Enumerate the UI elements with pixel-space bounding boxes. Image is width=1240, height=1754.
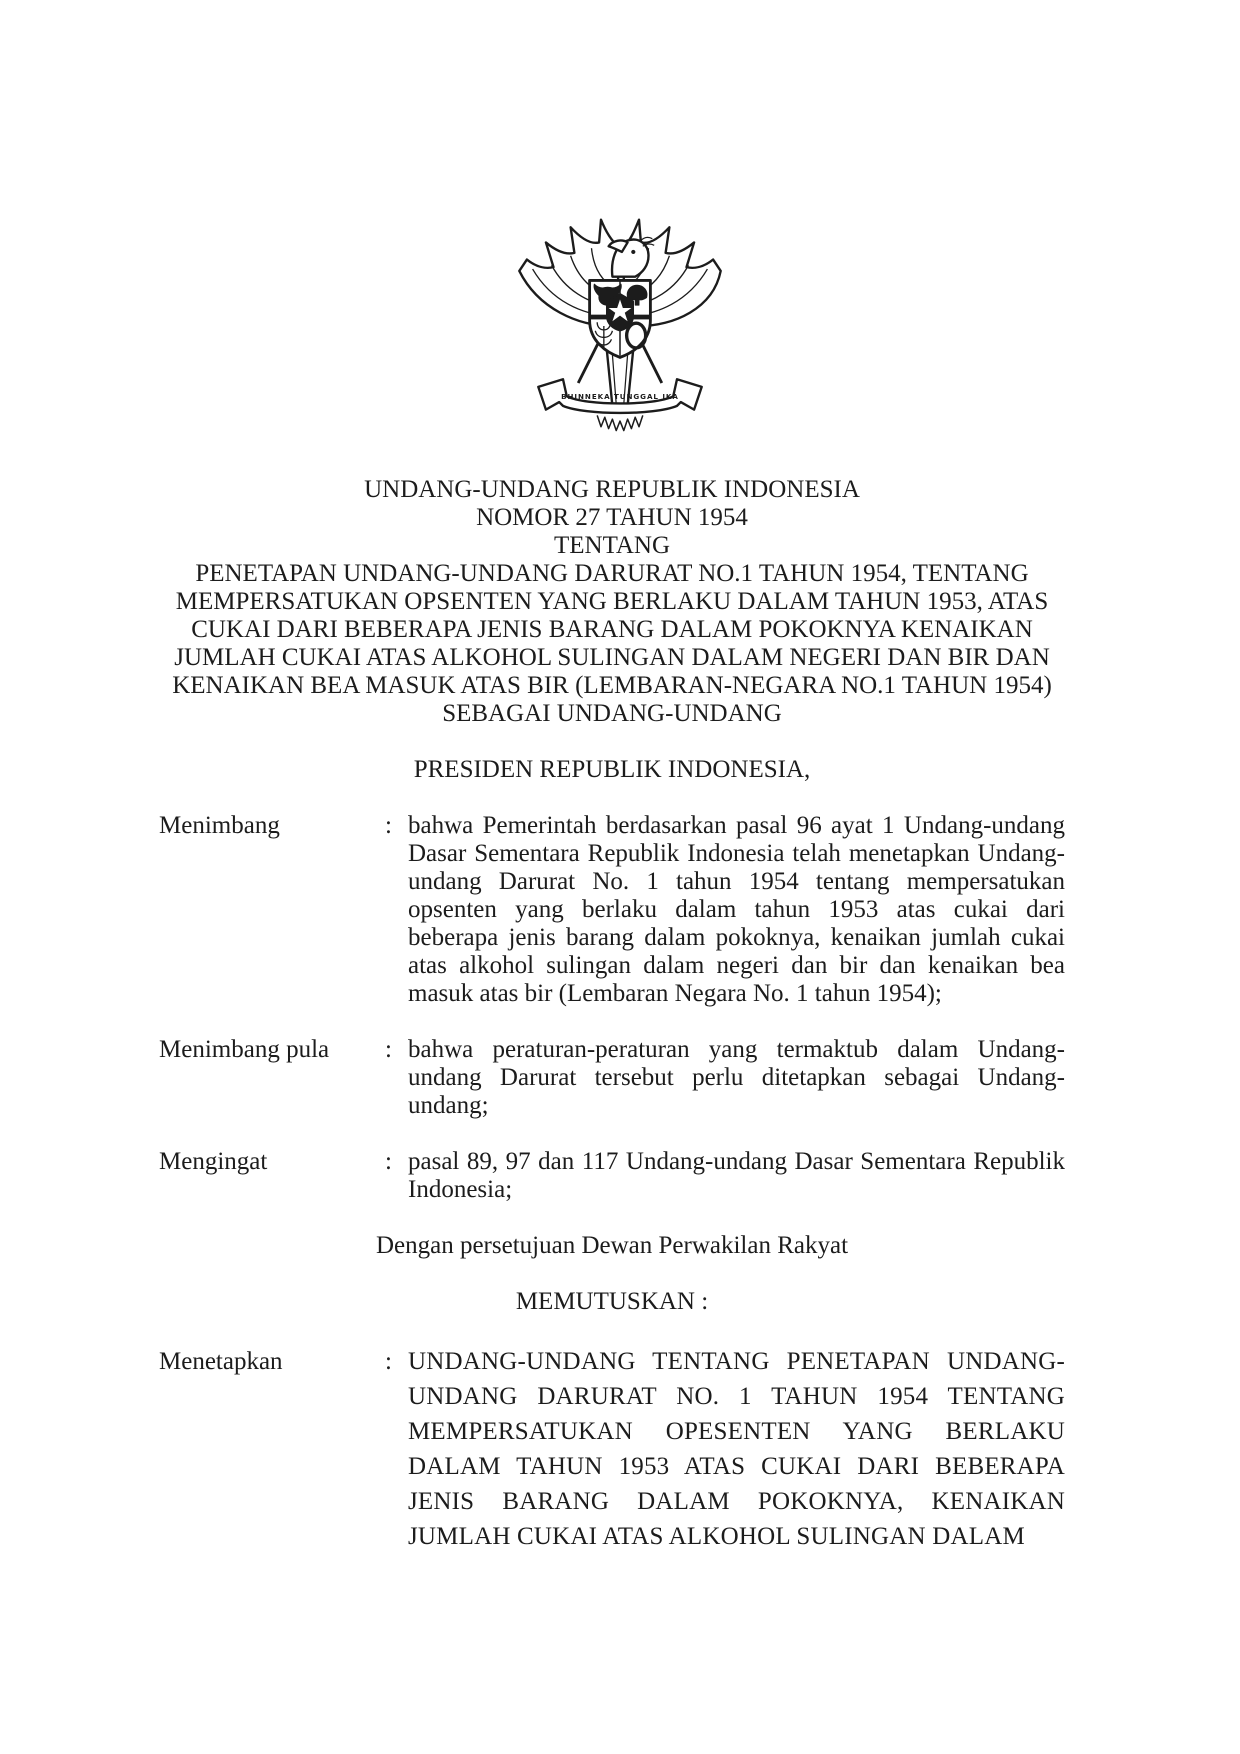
title-line-5: MEMPERSATUKAN OPSENTEN YANG BERLAKU DALAM TAHUN 1953, ATAS (175, 588, 1049, 615)
title-line-3: TENTANG (553, 532, 671, 559)
title-line-6: CUKAI DARI BEBERAPA JENIS BARANG DALAM POKOKNYA KENAIKAN (191, 616, 1033, 643)
emblem-banner-text: BHINNEKA TUNGGAL IKA (561, 392, 679, 402)
document-body (159, 812, 1065, 1554)
consideration-row-menimbang (159, 812, 1065, 1008)
enactment-row-menetapkan (159, 1344, 1065, 1554)
row-label: Menetapkan (159, 1348, 283, 1375)
row-colon: : (385, 1148, 392, 1175)
title-line-4: PENETAPAN UNDANG-UNDANG DARURAT NO.1 TAHUN 1954, TENTANG (195, 560, 1029, 587)
row-colon: : (385, 1348, 392, 1375)
agreement-line: Dengan persetujuan Dewan Perwakilan Rakyat (375, 1232, 849, 1259)
decision-heading: MEMUTUSKAN : (515, 1288, 709, 1315)
row-body-text: pasal 89, 97 dan 117 Undang-undang Dasar Sementara Republik Indonesia; (408, 1148, 1065, 1203)
row-body-text: bahwa Pemerintah berdasarkan pasal 96 ayat 1 Undang-undang Dasar Sementara Republik Indonesia telah menetapkan Undang-undang Darurat No. 1 tahun 1954 tentang mempersatukan opsenten yang berlaku dalam tahun 1953 atas cukai dari beberapa jenis barang dalam pokoknya, kenaikan jumlah cukai atas alkohol sulingan dalam negeri dan bir dan kenaikan bea masuk atas bir (Lembaran Negara No. 1 tahun 1954); (408, 812, 1065, 1007)
title-line-2: NOMOR 27 TAHUN 1954 (476, 504, 748, 531)
row-label: Menimbang pula (159, 1036, 330, 1063)
consideration-row-menimbang-pula (159, 1036, 1065, 1120)
row-label: Menimbang (159, 812, 280, 839)
emblem-container (0, 210, 1240, 444)
title-line-7: JUMLAH CUKAI ATAS ALKOHOL SULINGAN DALAM NEGERI DAN BIR DAN (174, 644, 1050, 671)
title-line-1: UNDANG-UNDANG REPUBLIK INDONESIA (364, 476, 860, 503)
row-colon: : (385, 812, 392, 839)
title-line-9: SEBAGAI UNDANG-UNDANG (442, 700, 782, 727)
garuda-pancasila-emblem (506, 210, 734, 444)
title-line-8: KENAIKAN BEA MASUK ATAS BIR (LEMBARAN-NEGARA NO.1 TAHUN 1954) (172, 672, 1052, 699)
row-label: Mengingat (159, 1148, 268, 1175)
salutation-line: PRESIDEN REPUBLIK INDONESIA, (413, 756, 811, 783)
row-colon: : (385, 1036, 392, 1063)
row-body-text: UNDANG-UNDANG TENTANG PENETAPAN UNDANG-UNDANG DARURAT NO. 1 TAHUN 1954 TENTANG MEMPERSATUKAN OPESENTEN YANG BERLAKU DALAM TAHUN 1953 ATAS CUKAI DARI BEBERAPA JENIS BARANG DALAM POKOKNYA, KENAIKAN JUMLAH CUKAI ATAS ALKOHOL SULINGAN DALAM (408, 1348, 1065, 1550)
consideration-row-mengingat (159, 1148, 1065, 1204)
law-title-block (159, 476, 1065, 728)
row-body-text: bahwa peraturan-peraturan yang termaktub dalam Undang-undang Darurat tersebut perlu ditetapkan sebagai Undang-undang; (408, 1036, 1065, 1119)
